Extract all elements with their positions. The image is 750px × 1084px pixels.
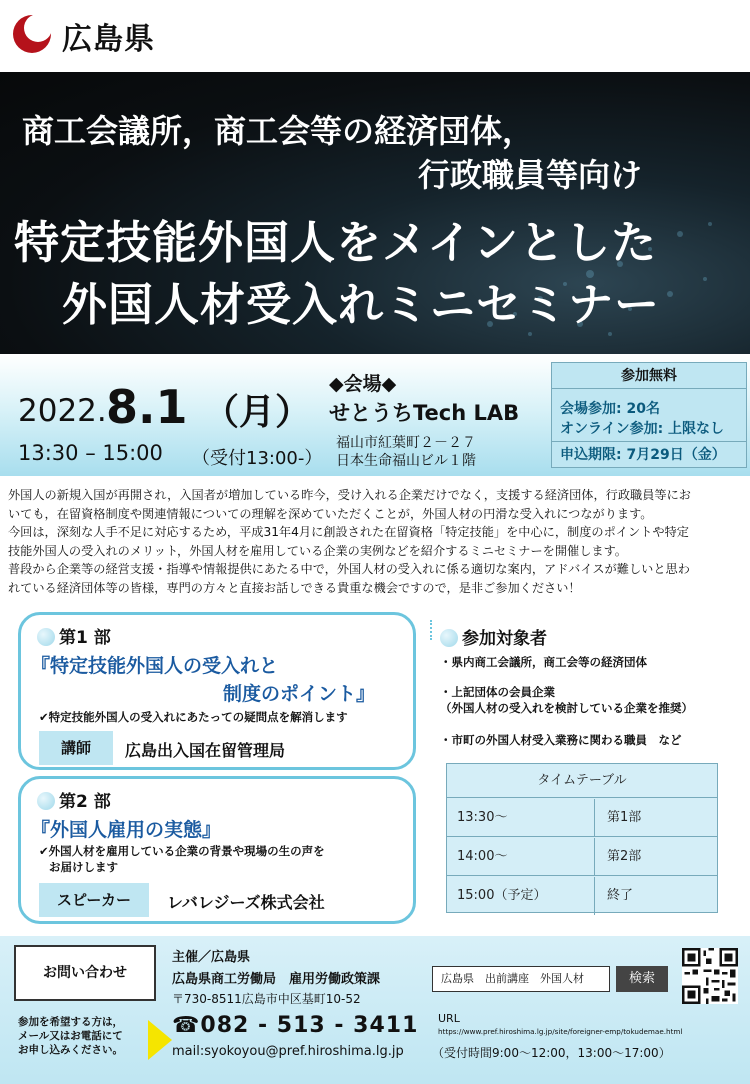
timetable-row — [447, 877, 717, 915]
reception-hours: （受付時間9:00～12:00，13:00～17:00） — [432, 1046, 671, 1060]
qr-code-icon — [682, 948, 738, 1004]
organizer: 主催／広島県 — [172, 950, 251, 965]
audience-heading — [440, 624, 547, 649]
intro-section — [8, 486, 744, 598]
application-deadline: 申込期限: 7月29日（金） — [552, 441, 746, 467]
organizer-address: 〒730-8511広島市中区基町10-52 — [172, 992, 361, 1006]
header-logo-bar — [0, 0, 750, 72]
timetable-divider — [594, 877, 595, 915]
bullet-circle-icon — [440, 629, 458, 647]
timetable — [446, 763, 718, 913]
timetable-time: 15:00（予定） — [457, 888, 547, 903]
timetable-row — [447, 799, 717, 837]
part2-title: 『外国人雇用の実態』 — [31, 819, 222, 841]
audience-heading-label: 参加対象者 — [462, 629, 547, 649]
banner-subtitle-line2: 行政職員等向け — [417, 156, 642, 194]
timetable-time: 14:00～ — [457, 849, 508, 864]
event-date: 8.1 — [106, 380, 188, 434]
timetable-row — [447, 838, 717, 876]
part1-card — [18, 612, 416, 770]
event-year: 2022. — [18, 393, 107, 429]
part1-speaker: 広島出入国在留管理局 — [125, 741, 286, 760]
part1-note: ✔特定技能外国人の受入れにあたっての疑問点を解消します — [39, 710, 348, 724]
banner-subtitle-line1: 商工会議所，商工会等の経済団体， — [22, 112, 535, 150]
audience-item: ・市町の外国人材受入業務に関わる職員 など — [440, 733, 682, 747]
timetable-item: 第2部 — [607, 849, 642, 864]
url-label: URL — [438, 1012, 460, 1025]
part1-speaker-tag: 講師 — [39, 731, 113, 765]
fee-info-box — [551, 362, 747, 468]
timetable-title: タイムテーブル — [447, 764, 717, 798]
audience-divider — [430, 620, 432, 640]
event-time: 13:30 – 15:00 — [18, 441, 163, 465]
venue-label: ◆会場◆ — [329, 373, 397, 395]
timetable-divider — [594, 799, 595, 837]
part2-note-line1: ✔外国人材を雇用している企業の背景や現場の生の声を — [39, 844, 325, 858]
venue-address-line2: 日本生命福山ビル１階 — [336, 453, 476, 469]
arrow-right-icon — [148, 1020, 172, 1060]
venue-name: せとうちTech LAB — [329, 401, 520, 425]
venue-address-line1: 福山市紅葉町２－２７ — [336, 435, 476, 451]
search-query-box: 広島県 出前講座 外国人材 — [432, 966, 610, 992]
part1-heading-label: 第1 部 — [59, 628, 111, 648]
part2-speaker: レバレジーズ株式会社 — [167, 893, 325, 912]
fee-title: 参加無料 — [552, 363, 746, 389]
online-capacity: オンライン参加: 上限なし — [560, 421, 725, 437]
part2-speaker-tag: スピーカー — [39, 883, 149, 917]
banner-title-line1: 特定技能外国人をメインとした — [14, 216, 658, 269]
title-banner — [0, 72, 750, 354]
contact-email[interactable]: mail:syokoyou@pref.hiroshima.lg.jp — [172, 1044, 404, 1059]
part2-card — [18, 776, 416, 924]
prefecture-name: 広島県 — [62, 22, 155, 57]
part1-title-line1: 『特定技能外国人の受入れと — [31, 655, 279, 677]
timetable-time: 13:30～ — [457, 810, 508, 825]
website-url[interactable]: https://www.pref.hiroshima.lg.jp/site/foreigner-emp/tokudemae.html — [438, 1027, 683, 1036]
bullet-circle-icon — [37, 792, 55, 810]
hiroshima-logo-icon — [12, 14, 52, 54]
intro-text: 外国人の新規入国が再開され，入国者が増加している昨今，受け入れる企業だけでなく，支援する経済団体，行政職員等にお いても，在留資格制度や関連情報についての理解を深めていただくことが，外国人材の円滑な受入れにつながります。 今回は，深刻な人手不足に対応するため，平成31年4月に創設された在留資格「特定技能」を中心に，制度のポイントや特定 技能外国人の受入れのメリット，外国人材を雇用している企業の実例などを紹介するミニセミナーを開催します。 普段から企業等の経営支援・指導や情報提供にあたる中で，外国人材の受入れに係る適切な案内，アドバイスが難しいと思わ れている経済団体等の皆様，専門の方々と直接お話しできる貴重な機会ですので，是非ご参加ください！ — [8, 488, 691, 595]
bullet-circle-icon — [37, 628, 55, 646]
event-reception-time: （受付13:00-） — [192, 448, 323, 469]
part2-heading — [37, 787, 111, 812]
search-button: 検索 — [616, 966, 668, 992]
part2-note-line2: お届けします — [49, 860, 118, 874]
part1-heading — [37, 623, 111, 648]
event-weekday: （月） — [203, 392, 312, 433]
audience-item: ・県内商工会議所，商工会等の経済団体 — [440, 655, 647, 669]
application-note: 参加を希望する方は， メール又はお電話にて お申し込みください。 — [18, 1016, 123, 1056]
banner-title-line2: 外国人材受入れミニセミナー — [62, 278, 661, 331]
timetable-item: 終了 — [607, 888, 634, 903]
audience-item: （外国人材の受入れを検討している企業を推奨） — [440, 701, 693, 715]
audience-item: ・上記団体の会員企業 — [440, 685, 555, 699]
timetable-divider — [594, 838, 595, 876]
contact-phone[interactable]: ☎082 - 513 - 3411 — [172, 1013, 419, 1038]
timetable-item: 第1部 — [607, 810, 642, 825]
organizer-department: 広島県商工労働局 雇用労働政策課 — [172, 972, 381, 987]
contact-label-box: お問い合わせ — [14, 945, 156, 1001]
part2-heading-label: 第2 部 — [59, 792, 111, 812]
part1-title-line2: 制度のポイント』 — [223, 683, 376, 705]
venue-capacity: 会場参加: 20名 — [560, 401, 660, 417]
